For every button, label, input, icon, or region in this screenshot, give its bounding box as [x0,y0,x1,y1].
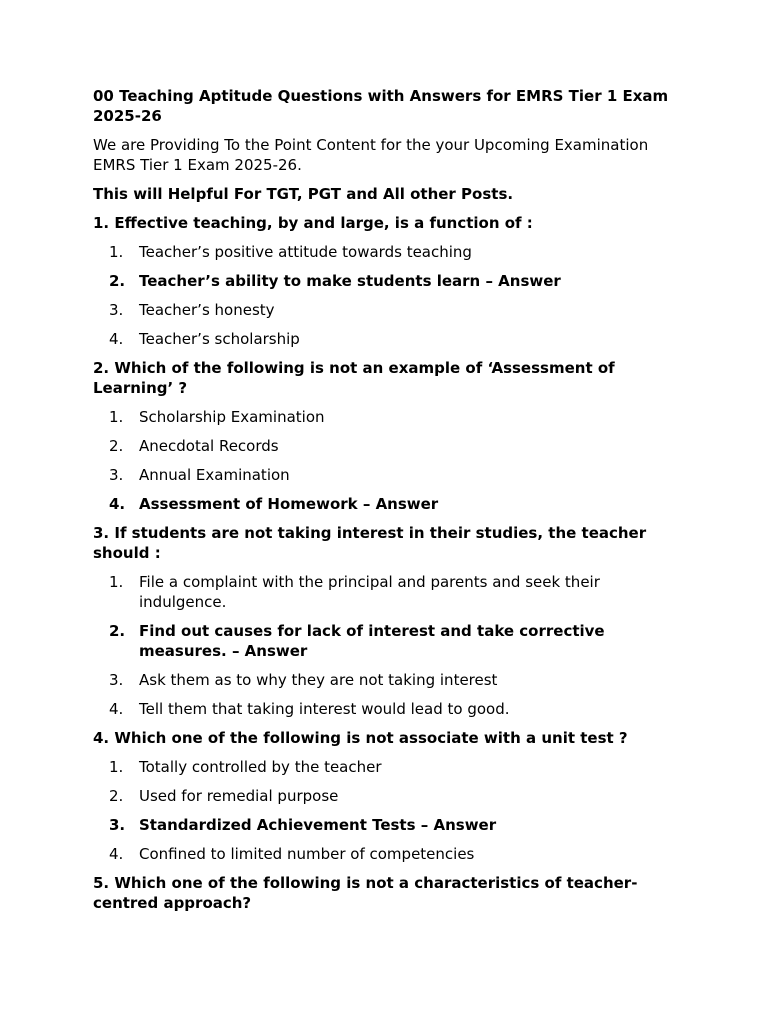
option-item [93,300,673,320]
intro-paragraph: We are Providing To the Point Content for the your Upcoming Examination EMRS Tier 1 Exam 2025-26. [93,136,649,174]
option-number: 4. [109,700,124,718]
question-text: 4. Which one of the following is not associate with a unit test ? [93,729,628,747]
question-text: 5. Which one of the following is not a characteristics of teacher-centred approach? [93,874,638,912]
option-text: Standardized Achievement Tests – Answer [139,816,497,834]
option-number: 2. [109,437,124,455]
question-block [93,358,673,514]
option-item-answer [93,621,673,661]
option-number: 2. [109,622,126,640]
question-block [93,213,673,349]
option-number: 1. [109,408,124,426]
option-text: Teacher’s ability to make students learn – Answer [139,272,561,290]
option-text: Used for remedial purpose [139,787,339,805]
option-text: Tell them that taking interest would lead to good. [139,700,510,718]
option-item-answer [93,271,673,291]
option-text: Teacher’s positive attitude towards teaching [139,243,472,261]
option-number: 3. [109,466,124,484]
options-list [93,407,673,514]
document-page [93,86,673,922]
option-number: 3. [109,671,124,689]
option-number: 1. [109,758,124,776]
option-item [93,572,673,612]
option-text: Teacher’s scholarship [139,330,300,348]
option-item [93,465,673,485]
option-text: File a complaint with the principal and parents and seek their indulgence. [139,573,600,611]
question-block [93,873,673,913]
option-item [93,242,673,262]
option-text: Anecdotal Records [139,437,279,455]
option-text: Confined to limited number of competencies [139,845,475,863]
option-item [93,844,673,864]
option-item [93,436,673,456]
option-number: 3. [109,301,124,319]
question-text: 3. If students are not taking interest in their studies, the teacher should : [93,524,647,562]
option-text: Assessment of Homework – Answer [139,495,439,513]
options-list [93,757,673,864]
question-text: 2. Which of the following is not an example of ‘Assessment of Learning’ ? [93,359,615,397]
option-number: 1. [109,243,124,261]
option-item [93,670,673,690]
option-text: Totally controlled by the teacher [139,758,382,776]
option-text: Teacher’s honesty [139,301,275,319]
option-item [93,407,673,427]
option-number: 4. [109,330,124,348]
option-item [93,329,673,349]
option-item [93,699,673,719]
option-number: 2. [109,787,124,805]
option-item [93,757,673,777]
document-title: 00 Teaching Aptitude Questions with Answers for EMRS Tier 1 Exam 2025-26 [93,87,669,125]
option-item-answer [93,815,673,835]
option-number: 1. [109,573,124,591]
option-text: Find out causes for lack of interest and take corrective measures. – Answer [139,622,605,660]
helpful-note: This will Helpful For TGT, PGT and All other Posts. [93,185,514,203]
option-number: 4. [109,845,124,863]
option-item-answer [93,494,673,514]
options-list [93,572,673,719]
option-number: 4. [109,495,126,513]
question-block [93,728,673,864]
option-text: Ask them as to why they are not taking interest [139,671,498,689]
option-text: Scholarship Examination [139,408,325,426]
option-item [93,786,673,806]
options-list [93,242,673,349]
option-text: Annual Examination [139,466,290,484]
question-text: 1. Effective teaching, by and large, is a function of : [93,214,533,232]
option-number: 2. [109,272,126,290]
question-block [93,523,673,719]
option-number: 3. [109,816,126,834]
